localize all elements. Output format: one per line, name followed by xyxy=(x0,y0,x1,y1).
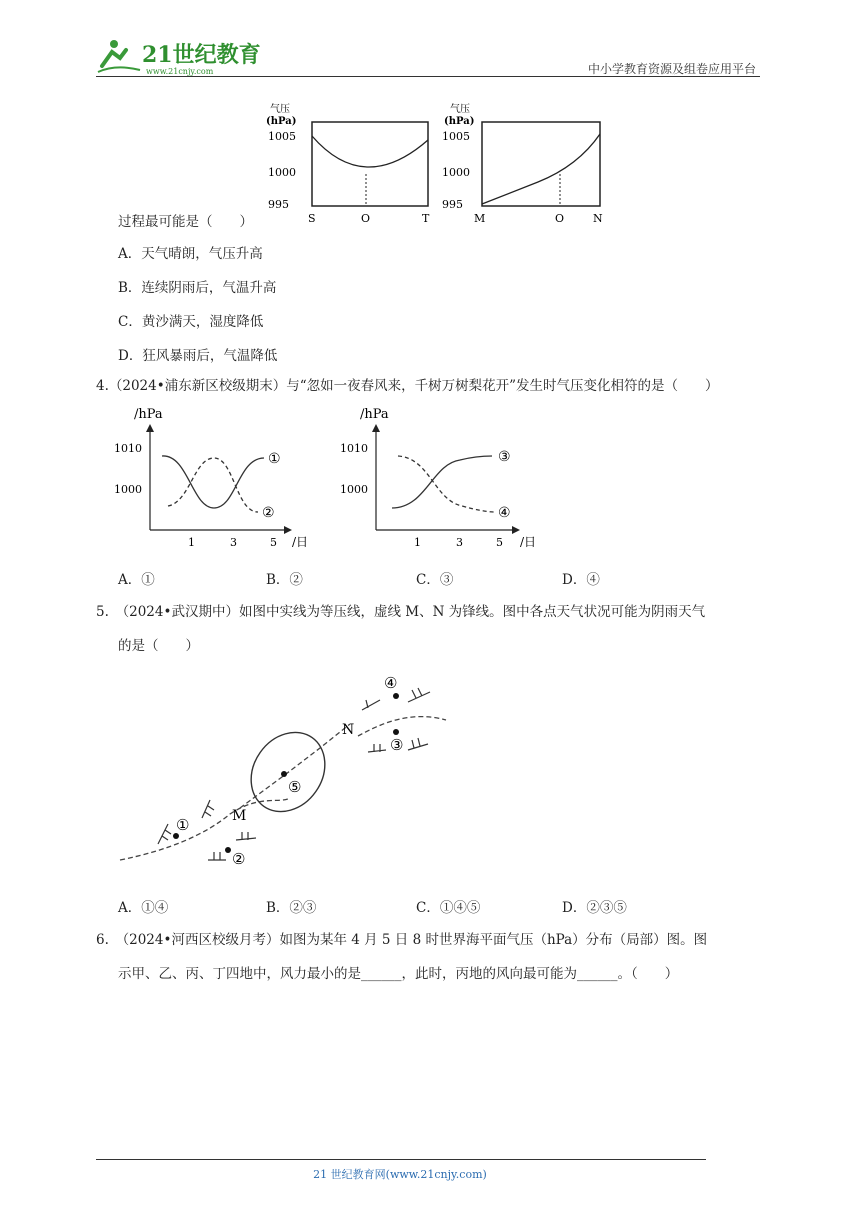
q3-option-a[interactable]: A．天气晴朗，气压升高 xyxy=(118,246,263,262)
q6-stem-line1: 6. （2024•河西区校级月考）如图为某年 4 月 5 日 8 时世界海平面气压（hPa）分布（局部）图。图 xyxy=(96,932,708,948)
y-tick: 1005 xyxy=(268,130,296,143)
point-5-dot xyxy=(281,771,287,777)
y-tick: 1000 xyxy=(114,483,142,496)
site-logo xyxy=(96,36,266,76)
y-tick: 1000 xyxy=(268,166,296,179)
x-tick: N xyxy=(593,212,603,225)
y-tick: 1000 xyxy=(442,166,470,179)
x-tick: 3 xyxy=(230,536,237,549)
q4-option-a[interactable]: A．① xyxy=(118,572,155,588)
q5-weather-map xyxy=(110,664,460,888)
x-axis-arrow xyxy=(284,526,292,534)
point-4-dot xyxy=(393,693,399,699)
q6-stem-line2: 示甲、乙、丙、丁四地中，风力最小的是______，此时，丙地的风向最可能为______。（ ） xyxy=(118,966,679,982)
x-tick: M xyxy=(474,212,486,225)
plot-frame xyxy=(312,122,428,206)
footer-divider xyxy=(96,1159,706,1160)
point-3-dot xyxy=(393,729,399,735)
y-tick: 1000 xyxy=(340,483,368,496)
y-axis-unit: (hPa) xyxy=(266,116,297,127)
front-label-N: N xyxy=(342,722,355,738)
y-tick: 995 xyxy=(442,198,463,211)
curve-4 xyxy=(398,456,494,512)
x-tick: 1 xyxy=(414,536,421,549)
x-tick: 5 xyxy=(270,536,277,549)
q4-option-d[interactable]: D．④ xyxy=(562,572,600,588)
y-axis-label: /hPa xyxy=(134,407,163,422)
y-tick: 1010 xyxy=(340,442,368,455)
point-2-label: ② xyxy=(232,850,246,868)
y-tick: 995 xyxy=(268,198,289,211)
x-axis-unit: /日 xyxy=(520,535,537,549)
logo-text: 21世纪教育 xyxy=(142,42,261,68)
y-axis-arrow xyxy=(146,424,154,432)
y-tick: 1005 xyxy=(442,130,470,143)
x-tick: 3 xyxy=(456,536,463,549)
x-axis-arrow xyxy=(512,526,520,534)
point-5-label: ⑤ xyxy=(288,778,302,796)
curve-1 xyxy=(162,456,264,508)
point-3-label: ③ xyxy=(390,736,404,754)
curve-4-label: ④ xyxy=(498,505,511,521)
q4-option-c[interactable]: C．③ xyxy=(416,572,454,588)
curve-1-label: ① xyxy=(268,451,281,467)
q5-option-a[interactable]: A．①④ xyxy=(118,900,169,916)
isobar-upper xyxy=(358,717,446,736)
header-platform-text: 中小学教育资源及组卷应用平台 xyxy=(587,62,756,76)
q5-option-c[interactable]: C．①④⑤ xyxy=(416,900,481,916)
curve-2 xyxy=(168,458,258,512)
q5-option-b[interactable]: B．②③ xyxy=(266,900,317,916)
pressure-curve xyxy=(482,134,600,204)
x-tick: 1 xyxy=(188,536,195,549)
curve-2-label: ② xyxy=(262,505,275,521)
footer-text[interactable]: 21 世纪教育网(www.21cnjy.com) xyxy=(313,1168,487,1181)
runner-icon xyxy=(98,40,140,72)
x-tick: S xyxy=(308,212,316,225)
q3-figure-left xyxy=(264,100,444,234)
q4-option-b[interactable]: B．② xyxy=(266,572,303,588)
q4-chart-right xyxy=(336,404,546,556)
plot-frame xyxy=(482,122,600,206)
front-label-M: M xyxy=(232,808,247,824)
x-tick: 5 xyxy=(496,536,503,549)
q3-option-b[interactable]: B．连续阴雨后，气温升高 xyxy=(118,280,277,296)
x-tick: T xyxy=(422,212,430,225)
x-tick: O xyxy=(555,212,565,225)
q5-option-d[interactable]: D．②③⑤ xyxy=(562,900,627,916)
point-4-label: ④ xyxy=(384,674,398,692)
q3-option-c[interactable]: C．黄沙满天，湿度降低 xyxy=(118,314,264,330)
q3-stem-tail: 过程最可能是（ ） xyxy=(118,214,253,230)
y-axis-label: 气压 xyxy=(270,104,290,115)
pressure-curve xyxy=(312,136,428,167)
curve-3 xyxy=(392,456,492,508)
q5-stem-line1: 5. （2024•武汉期中）如图中实线为等压线，虚线 M、N 为锋线。图中各点天气状况可能为阴雨天气 xyxy=(96,604,706,620)
y-axis-label: /hPa xyxy=(360,407,389,422)
q5-stem-line2: 的是（ ） xyxy=(118,638,199,654)
header-divider xyxy=(96,76,760,77)
y-axis-label: 气压 xyxy=(450,104,470,115)
q3-figure-right xyxy=(438,100,618,234)
point-2-dot xyxy=(225,847,231,853)
q4-chart-left xyxy=(110,404,310,556)
point-1-label: ① xyxy=(176,816,190,834)
x-tick: O xyxy=(361,212,371,225)
y-axis-arrow xyxy=(372,424,380,432)
q3-option-d[interactable]: D．狂风暴雨后，气温降低 xyxy=(118,348,278,364)
logo-url: www.21cnjy.com xyxy=(146,67,214,76)
q4-stem: 4.（2024•浦东新区校级期末）与“忽如一夜春风来，千树万树梨花开”发生时气压变化相符的是（ ） xyxy=(96,378,719,394)
y-axis-unit: (hPa) xyxy=(444,116,475,127)
y-tick: 1010 xyxy=(114,442,142,455)
x-axis-unit: /日 xyxy=(292,535,309,549)
curve-3-label: ③ xyxy=(498,449,511,465)
